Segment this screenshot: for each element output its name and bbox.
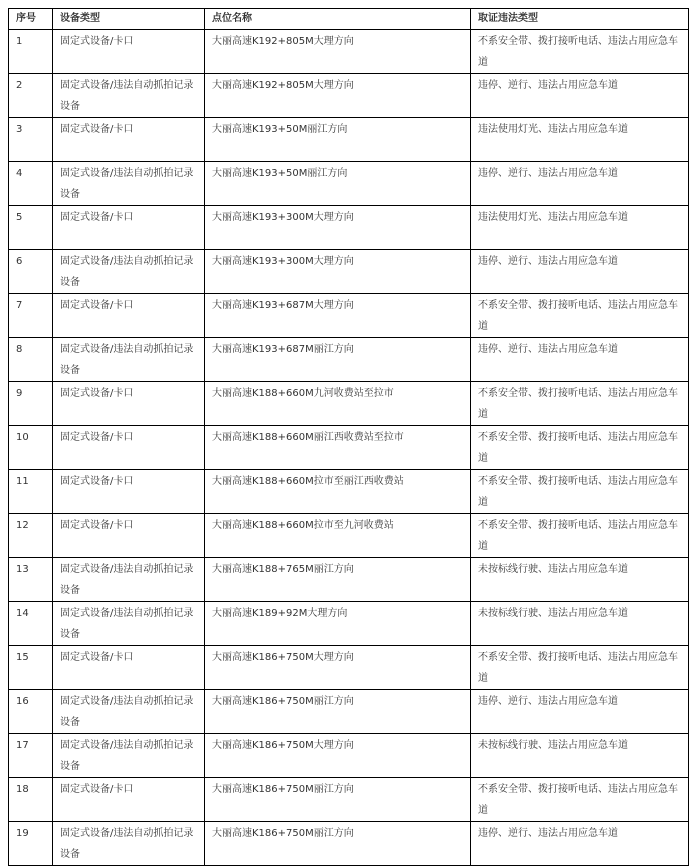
table-row xyxy=(9,250,689,294)
cell-device-type: 固定式设备/卡口 xyxy=(53,426,205,470)
cell-device-type: 固定式设备/卡口 xyxy=(53,30,205,74)
cell-device-type: 固定式设备/卡口 xyxy=(53,514,205,558)
table-header-row xyxy=(9,9,689,30)
table-row xyxy=(9,602,689,646)
cell-violation-type: 违停、逆行、违法占用应急车道 xyxy=(471,162,689,206)
cell-seq: 9 xyxy=(9,382,53,426)
cell-violation-type: 未按标线行驶、违法占用应急车道 xyxy=(471,558,689,602)
cell-location: 大丽高速K188+660M九河收费站至拉市 xyxy=(205,382,471,426)
table-row xyxy=(9,558,689,602)
cell-device-type: 固定式设备/卡口 xyxy=(53,294,205,338)
cell-device-type: 固定式设备/卡口 xyxy=(53,382,205,426)
camera-location-table xyxy=(8,8,689,866)
cell-violation-type: 违法使用灯光、违法占用应急车道 xyxy=(471,206,689,250)
cell-location: 大丽高速K189+92M大理方向 xyxy=(205,602,471,646)
table-row xyxy=(9,74,689,118)
cell-seq: 7 xyxy=(9,294,53,338)
cell-violation-type: 违法使用灯光、违法占用应急车道 xyxy=(471,118,689,162)
cell-location: 大丽高速K192+805M大理方向 xyxy=(205,74,471,118)
cell-violation-type: 不系安全带、拨打接听电话、违法占用应急车道 xyxy=(471,778,689,822)
cell-violation-type: 违停、逆行、违法占用应急车道 xyxy=(471,822,689,866)
cell-location: 大丽高速K186+750M大理方向 xyxy=(205,646,471,690)
cell-seq: 13 xyxy=(9,558,53,602)
cell-device-type: 固定式设备/卡口 xyxy=(53,646,205,690)
table-row xyxy=(9,162,689,206)
cell-violation-type: 不系安全带、拨打接听电话、违法占用应急车道 xyxy=(471,514,689,558)
cell-location: 大丽高速K186+750M丽江方向 xyxy=(205,778,471,822)
cell-device-type: 固定式设备/违法自动抓拍记录设备 xyxy=(53,690,205,734)
cell-location: 大丽高速K193+300M大理方向 xyxy=(205,250,471,294)
cell-violation-type: 未按标线行驶、违法占用应急车道 xyxy=(471,734,689,778)
cell-seq: 8 xyxy=(9,338,53,382)
cell-location: 大丽高速K188+660M拉市至丽江西收费站 xyxy=(205,470,471,514)
table-row xyxy=(9,778,689,822)
header-seq: 序号 xyxy=(9,9,53,30)
cell-violation-type: 不系安全带、拨打接听电话、违法占用应急车道 xyxy=(471,470,689,514)
cell-device-type: 固定式设备/卡口 xyxy=(53,778,205,822)
cell-location: 大丽高速K186+750M丽江方向 xyxy=(205,690,471,734)
cell-seq: 2 xyxy=(9,74,53,118)
cell-location: 大丽高速K193+300M大理方向 xyxy=(205,206,471,250)
cell-violation-type: 违停、逆行、违法占用应急车道 xyxy=(471,690,689,734)
cell-device-type: 固定式设备/违法自动抓拍记录设备 xyxy=(53,250,205,294)
cell-seq: 4 xyxy=(9,162,53,206)
cell-violation-type: 不系安全带、拨打接听电话、违法占用应急车道 xyxy=(471,426,689,470)
table-row xyxy=(9,382,689,426)
cell-violation-type: 违停、逆行、违法占用应急车道 xyxy=(471,338,689,382)
cell-violation-type: 违停、逆行、违法占用应急车道 xyxy=(471,250,689,294)
cell-seq: 18 xyxy=(9,778,53,822)
cell-location: 大丽高速K193+687M丽江方向 xyxy=(205,338,471,382)
table-row xyxy=(9,822,689,866)
cell-device-type: 固定式设备/违法自动抓拍记录设备 xyxy=(53,822,205,866)
cell-device-type: 固定式设备/违法自动抓拍记录设备 xyxy=(53,602,205,646)
cell-location: 大丽高速K186+750M丽江方向 xyxy=(205,822,471,866)
table-row xyxy=(9,734,689,778)
cell-device-type: 固定式设备/违法自动抓拍记录设备 xyxy=(53,338,205,382)
cell-device-type: 固定式设备/违法自动抓拍记录设备 xyxy=(53,162,205,206)
cell-seq: 5 xyxy=(9,206,53,250)
table-row xyxy=(9,294,689,338)
table-row xyxy=(9,206,689,250)
cell-seq: 10 xyxy=(9,426,53,470)
cell-violation-type: 不系安全带、拨打接听电话、违法占用应急车道 xyxy=(471,646,689,690)
header-device-type: 设备类型 xyxy=(53,9,205,30)
cell-seq: 19 xyxy=(9,822,53,866)
header-location: 点位名称 xyxy=(205,9,471,30)
cell-location: 大丽高速K188+660M拉市至九河收费站 xyxy=(205,514,471,558)
table-row xyxy=(9,30,689,74)
cell-device-type: 固定式设备/卡口 xyxy=(53,206,205,250)
table-row xyxy=(9,470,689,514)
table-row xyxy=(9,690,689,734)
header-violation-type: 取证违法类型 xyxy=(471,9,689,30)
table-row xyxy=(9,118,689,162)
cell-location: 大丽高速K193+50M丽江方向 xyxy=(205,162,471,206)
cell-violation-type: 不系安全带、拨打接听电话、违法占用应急车道 xyxy=(471,382,689,426)
table-row xyxy=(9,646,689,690)
table-row xyxy=(9,514,689,558)
cell-seq: 12 xyxy=(9,514,53,558)
cell-seq: 11 xyxy=(9,470,53,514)
cell-location: 大丽高速K192+805M大理方向 xyxy=(205,30,471,74)
cell-device-type: 固定式设备/违法自动抓拍记录设备 xyxy=(53,74,205,118)
cell-violation-type: 不系安全带、拨打接听电话、违法占用应急车道 xyxy=(471,30,689,74)
cell-location: 大丽高速K188+660M丽江西收费站至拉市 xyxy=(205,426,471,470)
cell-seq: 15 xyxy=(9,646,53,690)
cell-seq: 16 xyxy=(9,690,53,734)
cell-seq: 1 xyxy=(9,30,53,74)
cell-location: 大丽高速K188+765M丽江方向 xyxy=(205,558,471,602)
cell-location: 大丽高速K193+50M丽江方向 xyxy=(205,118,471,162)
cell-violation-type: 未按标线行驶、违法占用应急车道 xyxy=(471,602,689,646)
cell-device-type: 固定式设备/违法自动抓拍记录设备 xyxy=(53,558,205,602)
cell-location: 大丽高速K193+687M大理方向 xyxy=(205,294,471,338)
cell-device-type: 固定式设备/违法自动抓拍记录设备 xyxy=(53,734,205,778)
cell-violation-type: 不系安全带、拨打接听电话、违法占用应急车道 xyxy=(471,294,689,338)
cell-seq: 6 xyxy=(9,250,53,294)
cell-location: 大丽高速K186+750M大理方向 xyxy=(205,734,471,778)
cell-seq: 14 xyxy=(9,602,53,646)
table-row xyxy=(9,426,689,470)
cell-device-type: 固定式设备/卡口 xyxy=(53,470,205,514)
cell-device-type: 固定式设备/卡口 xyxy=(53,118,205,162)
cell-seq: 17 xyxy=(9,734,53,778)
table-row xyxy=(9,338,689,382)
cell-seq: 3 xyxy=(9,118,53,162)
cell-violation-type: 违停、逆行、违法占用应急车道 xyxy=(471,74,689,118)
